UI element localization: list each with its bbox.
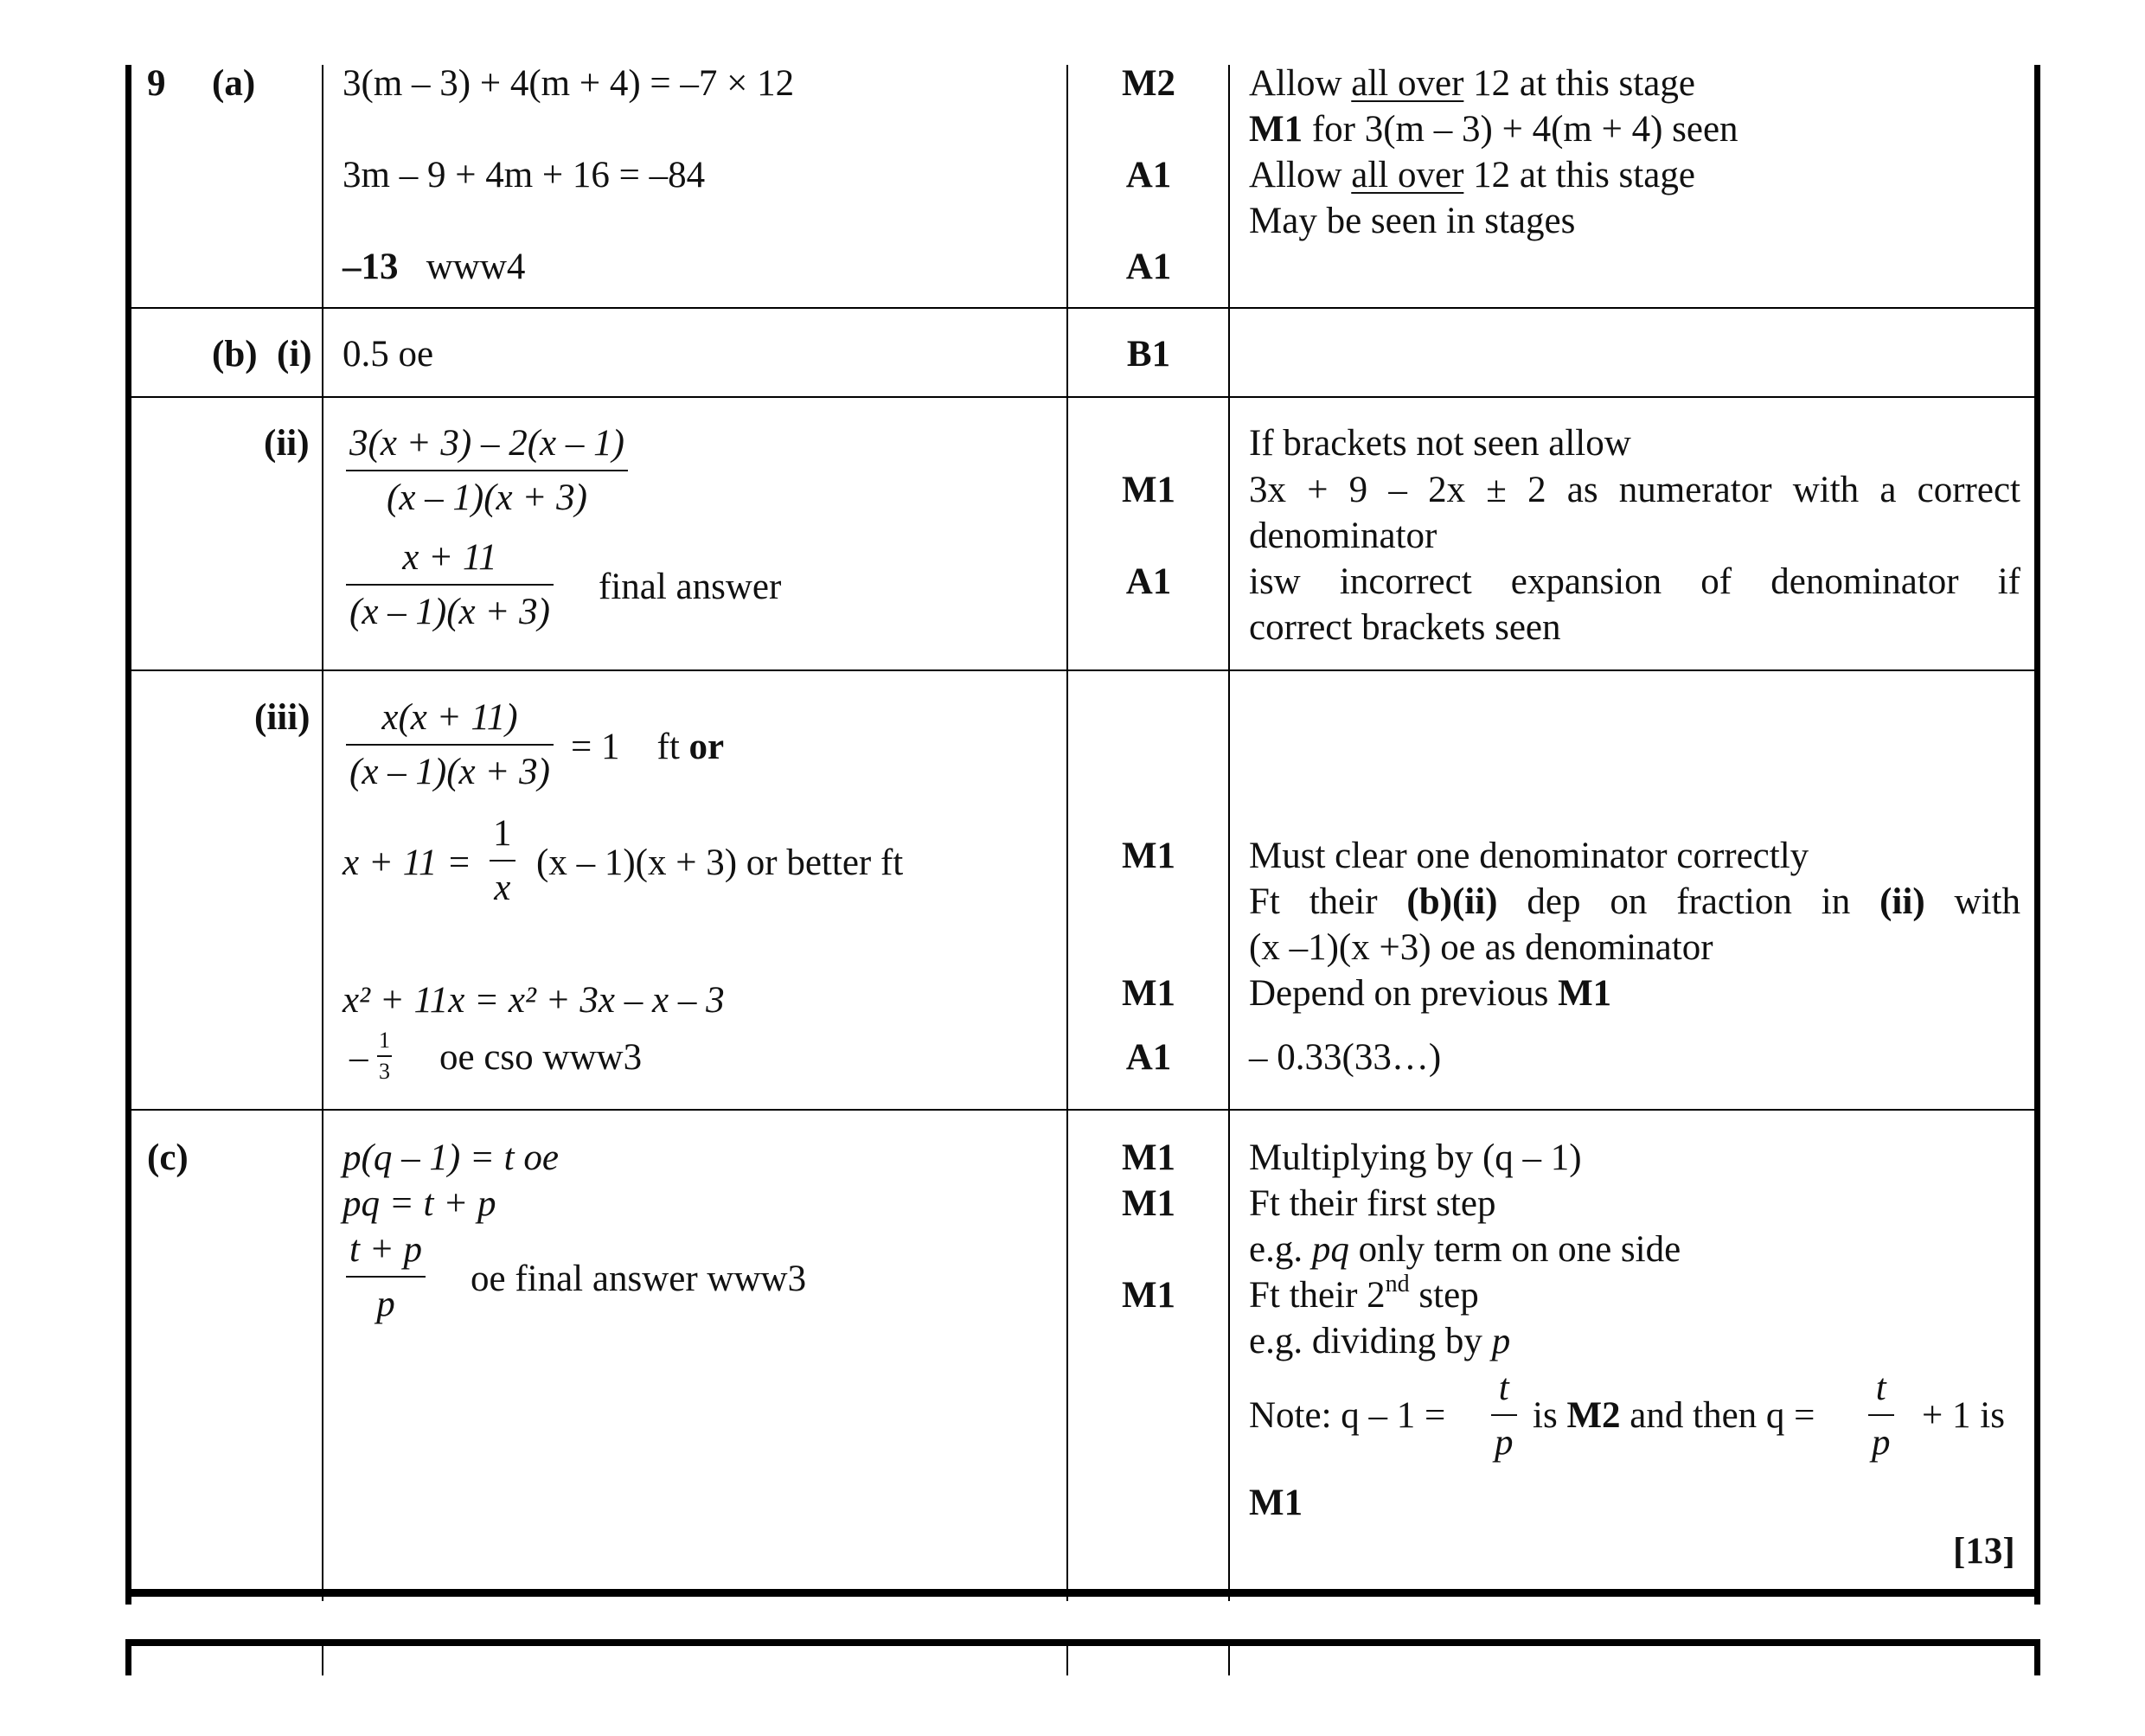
answer-b-i: 0.5 oe [343,334,434,375]
question-number: 9 [147,63,166,104]
mark-b-iii-2: M1 [1121,973,1176,1014]
guidance-c-note-middle [1533,1393,1815,1438]
table-border-right [2034,65,2040,1605]
part-label-b: (b) [212,334,258,375]
guidance-b-ii-line-3: denominator [1249,516,1437,556]
mark-b-ii-1: M1 [1121,470,1176,510]
guidance-a-3-pre: Allow [1249,155,1352,195]
answer-a-line-3 [343,244,525,290]
next-table-border-left [125,1639,131,1675]
guidance-text: dep on fraction in [1497,881,1880,922]
guidance-a-1-post: 12 at this stage [1463,63,1695,104]
mark-a-3: A1 [1125,247,1172,287]
fraction-denominator: x [494,868,511,908]
guidance-c-note-label: Note: q – 1 = [1249,1395,1446,1436]
part-label-c: (c) [147,1137,189,1178]
answer-a-line-1: 3(m – 3) + 4(m + 4) = –7 × 12 [343,63,795,104]
guidance-a-2-text: for 3(m – 3) + 4(m + 4) seen [1303,109,1738,150]
guidance-c-note-fraction-2 [1868,1365,1894,1465]
col-divider-3 [1228,65,1230,1601]
mark-c-2: M1 [1121,1183,1176,1224]
fraction-denominator: p [376,1284,395,1324]
guidance-mark-ref: M2 [1566,1395,1621,1436]
answer-c-final: oe final answer www3 [471,1259,807,1299]
answer-b-iii-line-4-fraction [377,1028,392,1085]
part-label-b-iii: (iii) [254,697,311,738]
fraction-denominator: p [1872,1422,1891,1463]
answer-b-ii-fraction-2 [346,535,554,635]
answer-b-iii-fraction-1 [346,695,554,795]
guidance-text: is [1533,1395,1567,1436]
part-label-b-i: (i) [277,334,312,375]
fraction-numerator: t [1498,1368,1509,1408]
answer-b-ii-fraction-1 [346,420,628,521]
answer-b-iii-line-2-right: (x – 1)(x + 3) or better ft [536,842,904,883]
guidance-text: only term on one side [1348,1229,1681,1270]
part-label-a: (a) [212,63,256,104]
row-divider-2 [131,396,2034,398]
mark-b-iii-3: A1 [1125,1037,1172,1078]
next-table-top-border [125,1639,2040,1646]
mark-b-ii-2: A1 [1125,561,1172,602]
guidance-text: Ft their [1249,881,1407,922]
guidance-text: Ft their 2 [1249,1275,1386,1316]
fraction-numerator: t + p [349,1229,422,1270]
answer-b-iii-line-2-left: x + 11 = [343,842,472,883]
guidance-text: e.g. [1249,1229,1312,1270]
answer-a-line-2: 3m – 9 + 4m + 16 = –84 [343,155,706,195]
guidance-a-line-2 [1249,106,1738,152]
guidance-a-line-1 [1249,61,1695,106]
fraction-numerator: 1 [493,813,512,854]
guidance-text: e.g. dividing by [1249,1321,1492,1361]
fraction-denominator: (x – 1)(x + 3) [349,592,550,632]
fraction-numerator: x + 11 [402,537,497,578]
guidance-text: with [1924,881,2020,922]
ordinal-superscript: nd [1385,1271,1410,1297]
guidance-b-iii-line-3: (x –1)(x +3) oe as denominator [1249,927,1713,968]
mark-a-1: M2 [1121,63,1176,104]
fraction-denominator: 3 [379,1059,390,1084]
guidance-a-3-post: 12 at this stage [1463,155,1695,195]
row-divider-1 [131,307,2034,309]
answer-b-ii-final-label: final answer [599,567,782,607]
guidance-c-line-3 [1249,1227,1681,1272]
guidance-c-line-5 [1249,1318,1510,1364]
guidance-a-2-mark: M1 [1249,109,1303,150]
answer-a-value: –13 [343,247,399,287]
answer-b-iii-line-2-fraction [490,810,515,911]
answer-a-tag: www4 [426,247,526,287]
guidance-b-iii-line-2 [1249,879,2020,925]
equals-one: = 1 [571,727,620,767]
guidance-b-ii-line-5: correct brackets seen [1249,607,1561,648]
answer-b-iii-line-4-minus: – [349,1037,368,1078]
ft-label: ft [656,727,689,767]
answer-b-iii-line-3: x² + 11x = x² + 3x – x – 3 [343,980,725,1021]
next-table-border-right [2034,1639,2040,1675]
guidance-b-iii-line-1: Must clear one denominator correctly [1249,836,1809,876]
fraction-numerator: 1 [379,1028,390,1053]
guidance-a-3-underlined: all over [1351,155,1464,195]
total-marks: [13] [1953,1531,2015,1572]
guidance-a-line-4: May be seen in stages [1249,201,1576,241]
guidance-ref-ii: (ii) [1879,881,1925,922]
guidance-text: and then q = [1620,1395,1815,1436]
guidance-c-line-1: Multiplying by (q – 1) [1249,1137,1582,1178]
fraction-numerator: t [1875,1368,1886,1408]
guidance-c-line-4 [1249,1272,1479,1323]
fraction-numerator: x(x + 11) [381,697,518,738]
answer-b-iii-line-1-tail [571,724,724,770]
row-divider-4 [131,1109,2034,1111]
mark-b-i: B1 [1126,334,1171,375]
answer-c-line-2: pq = t + p [343,1183,496,1224]
guidance-c-note-tail: M1 [1249,1483,1303,1523]
guidance-term: pq [1311,1229,1349,1270]
guidance-b-ii-line-1: If brackets not seen allow [1249,423,1631,464]
next-table-col-1 [322,1643,323,1675]
guidance-c-line-2: Ft their first step [1249,1183,1496,1224]
guidance-c-note-end: + 1 is [1922,1395,2005,1436]
guidance-text: Depend on previous [1249,973,1559,1014]
guidance-a-1-underlined: all over [1351,63,1464,104]
answer-c-fraction [346,1227,426,1327]
fraction-denominator: (x – 1)(x + 3) [387,477,587,518]
table-border-left [125,65,131,1605]
guidance-a-line-3 [1249,152,1695,198]
part-label-b-ii: (ii) [264,423,310,464]
mark-c-3: M1 [1121,1275,1176,1316]
col-divider-1 [322,65,323,1601]
answer-c-line-1: p(q – 1) = t oe [343,1137,559,1178]
fraction-denominator: p [1495,1422,1514,1463]
row-divider-3 [131,669,2034,671]
guidance-b-ii-line-4: isw incorrect expansion of denominator if [1249,561,2020,602]
guidance-text: step [1409,1275,1479,1316]
col-divider-2 [1066,65,1068,1601]
table-border-bottom [125,1589,2040,1597]
fraction-numerator: 3(x + 3) – 2(x – 1) [349,423,624,464]
or-label: or [688,727,725,767]
guidance-b-ii-line-2: 3x + 9 – 2x ± 2 as numerator with a correct [1249,470,2020,510]
mark-b-iii-1: M1 [1121,836,1176,876]
guidance-b-iii-line-5: – 0.33(33…) [1249,1037,1442,1078]
guidance-b-iii-line-4 [1249,970,1611,1016]
guidance-variable: p [1491,1321,1511,1361]
guidance-c-note-fraction-1 [1491,1365,1517,1465]
guidance-mark-ref: M1 [1558,973,1612,1014]
guidance-a-1-pre: Allow [1249,63,1352,104]
answer-b-iii-line-4-tail: oe cso www3 [439,1037,643,1078]
fraction-denominator: (x – 1)(x + 3) [349,752,550,792]
next-table-col-2 [1066,1643,1068,1675]
next-table-col-3 [1228,1643,1230,1675]
mark-a-2: A1 [1125,155,1172,195]
guidance-ref-b-ii: (b)(ii) [1406,881,1498,922]
mark-c-1: M1 [1121,1137,1176,1178]
